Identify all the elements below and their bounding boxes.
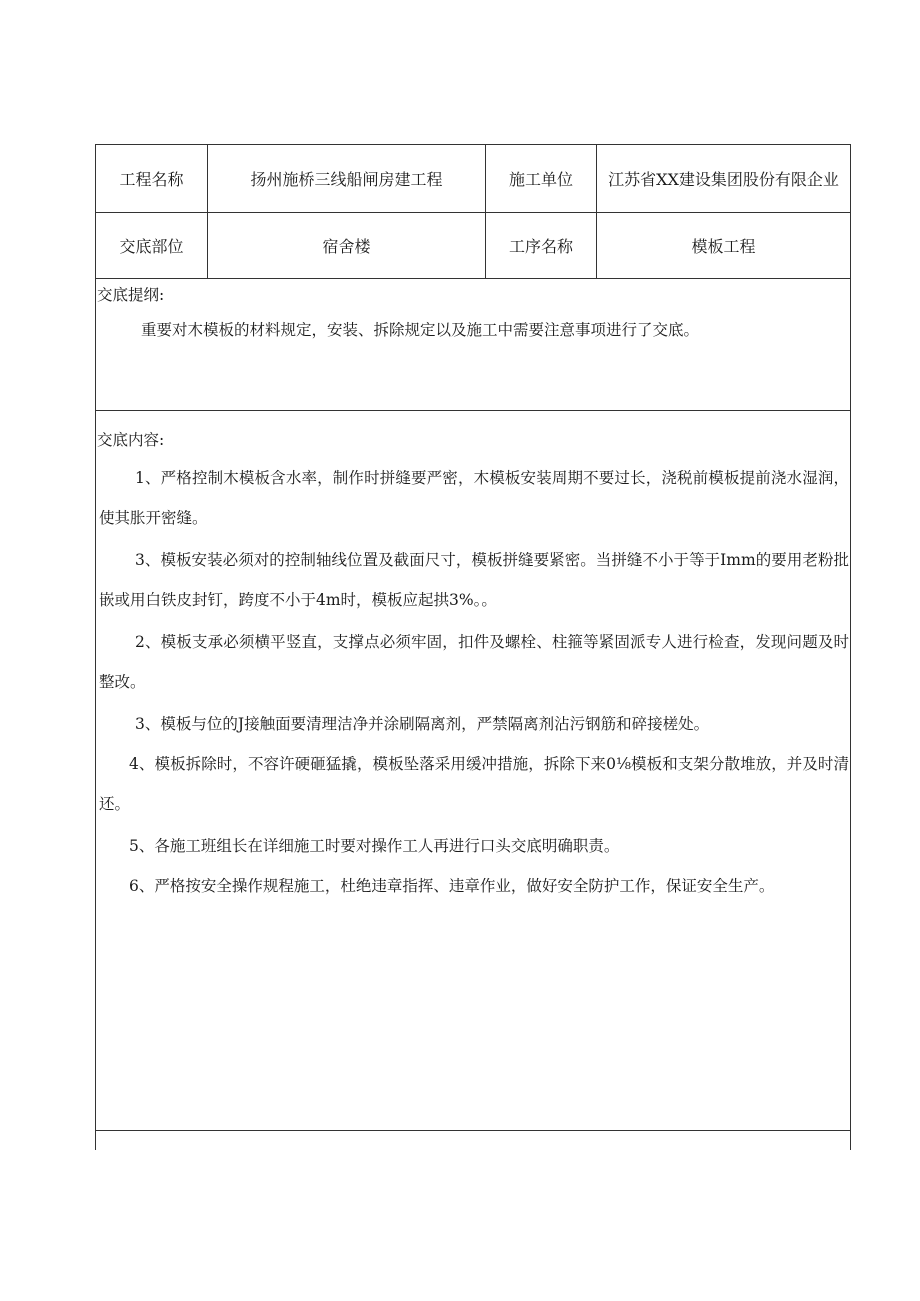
outline-text: 重要对木模板的材料规定，安装、拆除规定以及施工中需要注意事项进行了交底。 bbox=[141, 321, 700, 339]
content-item: 2、模板支承必须横平竖直，支撑点必须牢固，扣件及螺栓、柱箍等紧固派专人进行检查，发现问题及时整改。 bbox=[99, 633, 849, 691]
outline-label: 交底提纲: bbox=[97, 286, 165, 304]
table-border-right bbox=[850, 144, 851, 1150]
content-item: 3、模板安装必须对的控制轴线位置及截面尺寸，模板拼缝要紧密。当拼缝不小于等于Imm的要用老粉批嵌或用白铁皮封钉，跨度不小于4m时，模板应起拱3%。。 bbox=[99, 551, 849, 609]
project-name-value: 扬州施桥三线船闸房建工程 bbox=[250, 170, 443, 189]
process-label: 工序名称 bbox=[508, 237, 573, 256]
content-label: 交底内容: bbox=[97, 431, 165, 449]
table-border-left bbox=[95, 144, 96, 1150]
row-divider-3 bbox=[95, 410, 851, 411]
contractor-label: 施工单位 bbox=[508, 170, 573, 189]
content-item: 4、模板拆除时，不容许硬砸猛撬，模板坠落采用缓冲措施，拆除下来0⅛模板和支架分散堆放，并及时清还。 bbox=[99, 755, 849, 813]
location-label: 交底部位 bbox=[119, 237, 184, 256]
content-item: 5、各施工班组长在详细施工时要对操作工人再进行口头交底明确职责。 bbox=[129, 837, 620, 855]
content-item: 6、严格按安全操作规程施工，杜绝违章指挥、违章作业，做好安全防护工作，保证安全生产。 bbox=[129, 877, 775, 895]
contractor-value: 江苏省XX建设集团股份有限企业 bbox=[608, 170, 839, 189]
location-value: 宿舍楼 bbox=[322, 237, 371, 256]
content-item: 1、严格控制木模板含水率，制作时拼缝要严密，木模板安装周期不要过长，浇税前模板提前浇水湿润，使其胀开密缝。 bbox=[99, 469, 849, 527]
row-divider-2 bbox=[95, 278, 851, 279]
row-divider-4 bbox=[95, 1130, 851, 1131]
disclosure-form bbox=[95, 144, 851, 1150]
process-value: 模板工程 bbox=[691, 237, 756, 256]
project-name-label: 工程名称 bbox=[119, 170, 184, 189]
content-item: 3、模板与位的J接触面要清理洁净并涂刷隔离剂，严禁隔离剂沾污钢筋和碎接槎处。 bbox=[135, 715, 710, 733]
